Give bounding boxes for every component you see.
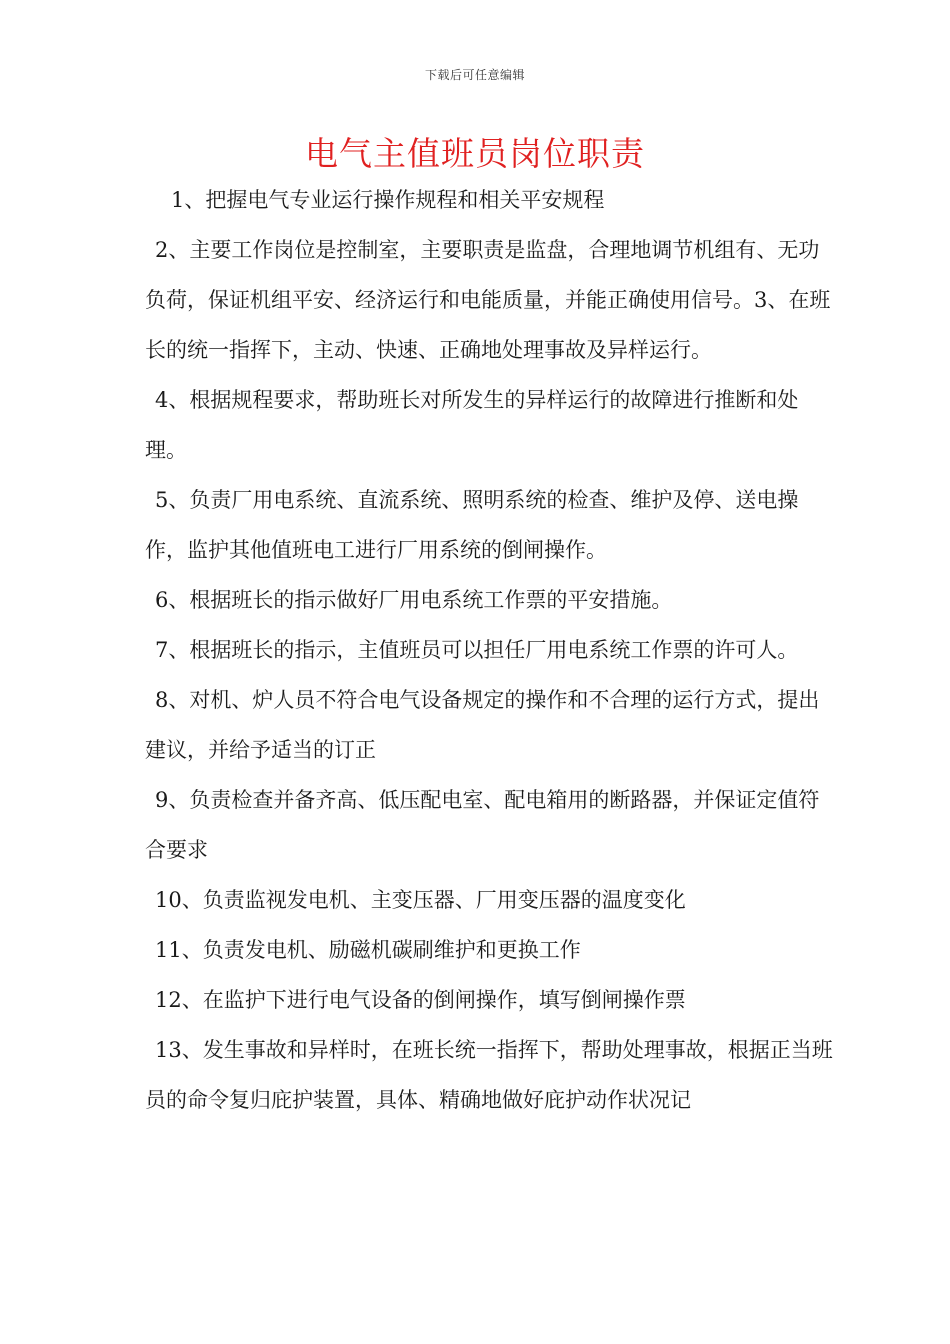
paragraph-1: 1、把握电气专业运行操作规程和相关平安规程 — [171, 188, 605, 212]
paragraph-6: 6、根据班长的指示做好厂用电系统工作票的平安措施。 — [155, 588, 673, 612]
document-body — [145, 175, 835, 1125]
paragraph-13: 13、发生事故和异样时，在班长统一指挥下，帮助处理事故，根据正当班员的命令复归庇护装置，具体、精确地做好庇护动作状况记 — [145, 1038, 833, 1112]
paragraph-11: 11、负责发电机、励磁机碳刷维护和更换工作 — [155, 938, 581, 962]
paragraph-12: 12、在监护下进行电气设备的倒闸操作，填写倒闸操作票 — [155, 988, 686, 1012]
paragraph-2: 2、主要工作岗位是控制室，主要职责是监盘，合理地调节机组有、无功负荷，保证机组平安、经济运行和电能质量，并能正确使用信号。3、在班长的统一指挥下，主动、快速、正确地处理事故及异样运行。 — [145, 238, 831, 362]
paragraph-4: 4、根据规程要求，帮助班长对所发生的异样运行的故障进行推断和处理。 — [145, 388, 799, 462]
document-title: 电气主值班员岗位职责 — [305, 134, 645, 173]
paragraph-10: 10、负责监视发电机、主变压器、厂用变压器的温度变化 — [155, 888, 686, 912]
paragraph-7: 7、根据班长的指示，主值班员可以担任厂用电系统工作票的许可人。 — [155, 638, 799, 662]
paragraph-5: 5、负责厂用电系统、直流系统、照明系统的检查、维护及停、送电操作，监护其他值班电工进行厂用系统的倒闸操作。 — [145, 488, 799, 562]
paragraph-8: 8、对机、炉人员不符合电气设备规定的操作和不合理的运行方式，提出建议，并给予适当的订正 — [145, 688, 820, 762]
header-note: 下载后可任意编辑 — [424, 68, 525, 82]
paragraph-9: 9、负责检查并备齐高、低压配电室、配电箱用的断路器，并保证定值符合要求 — [145, 788, 820, 862]
